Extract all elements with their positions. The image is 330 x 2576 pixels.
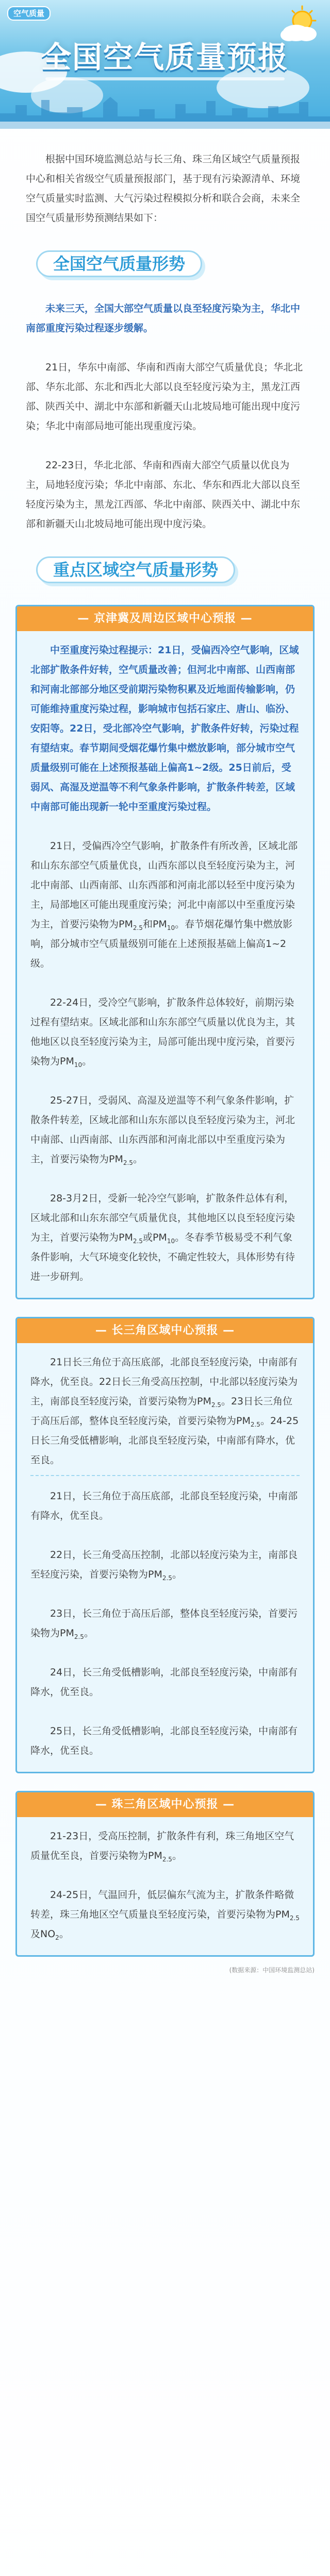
jjj-paragraph-21: 21日，受偏西冷空气影响，扩散条件有所改善，区域北部和山东东部空气质量优良，山西东部以良至轻度污染为主，河北中南部、山西南部、山东西部和河南北部以轻至中度污染为主，局部地区可能出现重度污染；河北中南部以中至重度污染为主，首要污染物为$PM_{2.5}$和$PM_{10}$。春节烟花爆竹集中燃放影响，部分城市空气质量级别可能在上述预报基础上偏高1~2级。: [30, 840, 298, 969]
yrd-paragraph-23: 23日，长三角位于高压后部，整体良至轻度污染，首要污染物为$PM_{2.5}$。: [30, 1608, 298, 1640]
yrd-paragraph-25: 25日，长三角受低槽影响，北部良至轻度污染，中南部有降水，优至良。: [30, 1725, 298, 1756]
panel-yrd: [15, 1317, 315, 1773]
category-badge: 空气质量: [7, 6, 51, 21]
yrd-summary-paragraph: 21日长三角位于高压底部，北部良至轻度污染，中南部有降水，优至良。22日长三角受高压控制，中北部以轻度污染为主，南部良至轻度污染，首要污染物为$PM_{2.5}$。23日长三角位于高压后部，整体良至轻度污染，首要污染物为$PM_{2.5}$。24-25日长三角受低槽影响，北部良至轻度污染，中南部有降水，优至良。: [30, 1357, 299, 1466]
city-skyline: [0, 93, 330, 129]
national-paragraph-2: 22-23日，华北北部、华南和西南大部空气质量以优良为主，局地轻度污染；华北中南部、东北、华东和西北大部以良至轻度污染为主，黑龙江西部、华北中南部、陕西关中、湖北中东部和新疆天山北坡局地可能出现中度污染。: [26, 460, 301, 530]
source-note: (数据来源：中国环境监测总站): [229, 1967, 315, 1974]
prd-paragraph-24-25: 24-25日，气温回升，低层偏东气流为主，扩散条件略微转差，珠三角地区空气质量良至轻度污染，首要污染物为$PM_{2.5}$及$NO_2$。: [30, 1889, 300, 1941]
panel-prd: [15, 1791, 315, 1957]
section-title: 重点区域空气质量形势: [36, 556, 235, 583]
title-underline: [45, 77, 285, 80]
jjj-paragraph-25-27: 25-27日，受弱风、高湿及逆温等不利气象条件影响，扩散条件转差，区域北部和山东东部以良至轻度污染为主，河北中南部、山西南部、山东西部和河南北部以中至重度污染为主，首要污染物为$PM_{2.5}$。: [30, 1095, 295, 1166]
yrd-paragraph-22: 22日，长三角受高压控制，北部以轻度污染为主，南部良至轻度污染，首要污染物为$PM_{2.5}$。: [30, 1549, 298, 1582]
divider: [30, 1475, 300, 1476]
page-title: 全国空气质量预报: [41, 40, 289, 75]
panel-title: — 长三角区域中心预报 —: [17, 1318, 313, 1343]
prd-paragraph-21-23: 21-23日，受高压控制，扩散条件有利，珠三角地区空气质量优至良，首要污染物为$PM_{2.5}$。: [30, 1831, 294, 1863]
panel-jjj: [15, 605, 315, 1299]
yrd-paragraph-21: 21日，长三角位于高压底部，北部良至轻度污染，中南部有降水，优至良。: [30, 1490, 298, 1521]
section-heading-national: [26, 250, 304, 281]
panel-title: — 京津冀及周边区域中心预报 —: [17, 606, 313, 631]
panel-title: — 珠三角区域中心预报 —: [17, 1792, 313, 1817]
jjj-paragraph-22-24: 22-24日，受冷空气影响，扩散条件总体较好，前期污染过程有望结束。区域北部和山东东部空气质量以优良为主，其他地区以良至轻度污染为主，局部可能出现中度污染，首要污染物为$PM_{10}$。: [30, 997, 295, 1069]
jjj-paragraph-28: 28-3月2日，受新一轮冷空气影响，扩散条件总体有利，区域北部和山东东部空气质量优良，其他地区以良至轻度污染为主，首要污染物为$PM_{2.5}$或$PM_{10}$。冬春季节极易受不利气象条件影响，大气环境变化较快，不确定性较大，具体形势有待进一步研判。: [30, 1193, 295, 1282]
jjj-alert-paragraph: 中至重度污染过程提示：21日，受偏西冷空气影响，区域北部扩散条件好转，空气质量改善；但河北中南部、山西南部和河南北部部分地区受前期污染物积累及近地面传输影响，仍可能维持重度污染过程，影响城市包括石家庄、唐山、临汾、安阳等。22日，受北部冷空气影响，扩散条件好转，污染过程有望结束。春节期间受烟花爆竹集中燃放影响，部分城市空气质量级别可能在上述预报基础上偏高1~2级。25日前后，受弱风、高湿及逆温等不利气象条件影响，扩散条件转差，区域中南部可能出现新一轮中至重度污染过程。: [30, 645, 299, 812]
national-lead: 未来三天，全国大部空气质量以良至轻度污染为主，华北中南部重度污染过程逐步缓解。: [26, 303, 301, 334]
yrd-paragraph-24: 24日，长三角受低槽影响，北部良至轻度污染，中南部有降水，优至良。: [30, 1667, 298, 1698]
header-banner: [0, 0, 330, 129]
section-title: 全国空气质量形势: [36, 250, 202, 277]
intro-paragraph: 根据中国环境监测总站与长三角、珠三角区域空气质量预报中心和相关省级空气质量预报部门，基于现有污染源清单、环境空气质量实时监测、大气污染过程模拟分析和联合会商，未来全国空气质量形势预测结果如下：: [26, 154, 301, 224]
national-paragraph-1: 21日，华东中南部、华南和西南大部空气质量优良；华北北部、华东北部、东北和西北大部以良至轻度污染为主，黑龙江西部、陕西关中、湖北中东部和新疆天山北坡局地可能出现中度污染；华北中南部局地可能出现重度污染。: [26, 362, 303, 432]
section-heading-regional: [26, 556, 304, 587]
